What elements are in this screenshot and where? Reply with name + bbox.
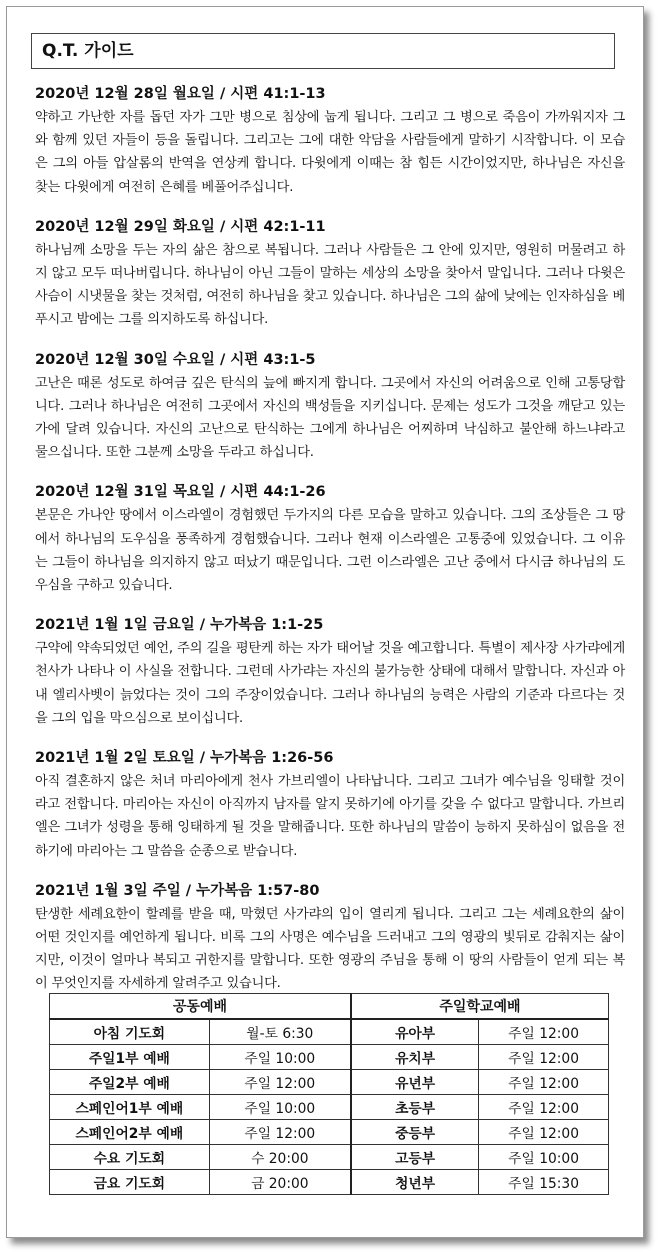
table-row (50, 1019, 609, 1045)
service-time: 주일 10:00 (209, 1095, 351, 1120)
department-name: 유년부 (351, 1070, 479, 1095)
department-time: 주일 12:00 (479, 1120, 609, 1145)
devotional-entry (35, 350, 625, 465)
department-time: 주일 15:30 (479, 1170, 609, 1195)
devotional-entries (35, 84, 625, 1014)
service-time: 주일 12:00 (209, 1070, 351, 1095)
service-name: 수요 기도회 (50, 1145, 210, 1170)
service-name: 스페인어1부 예배 (50, 1095, 210, 1120)
page-title: Q.T. 가이드 (31, 33, 615, 69)
department-name: 고등부 (351, 1145, 479, 1170)
schedule-left-header: 공동예배 (50, 994, 351, 1020)
entry-body: 아직 결혼하지 않은 처녀 마리아에게 천사 가브리엘이 나타납니다. 그리고 그녀가 예수님을 잉태할 것이라고 전합니다. 마리아는 자신이 아직까지 남자를 알지 못하기에 아기를 갖을 수 없다고 말합니다. 가브리엘은 그녀가 성령을 통해 잉태하게 될 것을 말해줍니다. 또한 하나님의 말씀이 능하지 못하심이 없음을 전하기에 마리아는 그 말씀을 순종으로 받습니다. (35, 774, 625, 859)
entry-body: 하나님께 소망을 두는 자의 삶은 참으로 복됩니다. 그러나 사람들은 그 안에 있지만, 영원히 머물려고 하지 않고 모두 떠나버립니다. 하나님이 아닌 그들이 말하는 세상의 소망을 찾아서 말입니다. 그러나 다윗은 사슴이 시냇물을 찾는 것처럼, 여전히 하나님을 찾고 있습니다. 하나님은 그의 삶에 낮에는 인자하심을 베푸시고 밤에는 그를 의지하도록 하십니다. (35, 242, 625, 328)
department-name: 유치부 (351, 1045, 479, 1070)
entry-body: 약하고 가난한 자를 돕던 자가 그만 병으로 침상에 눕게 됩니다. 그리고 그 병으로 죽음이 가까워지자 그와 함께 있던 자들이 등을 돌립니다. 그리고는 그에 대한 악담을 사람들에게 말하기 시작합니다. 이 모습은 그의 아들 압살롬의 반역을 연상케 합니다. 다윗에게 이때는 참 힘든 시간이었지만, 하나님은 자신을 찾는 다윗에게 여전히 은혜를 베풀어주십니다. (35, 110, 625, 195)
department-name: 청년부 (351, 1170, 479, 1195)
table-row (50, 1070, 609, 1095)
service-name: 금요 기도회 (50, 1170, 210, 1195)
table-row (50, 1095, 609, 1120)
worship-schedule-table (49, 993, 609, 1195)
devotional-entry (35, 84, 625, 199)
service-name: 스페인어2부 예배 (50, 1120, 210, 1145)
schedule-right-header: 주일학교예배 (351, 994, 609, 1020)
devotional-entry (35, 881, 625, 996)
department-time: 주일 10:00 (479, 1145, 609, 1170)
department-time: 주일 12:00 (479, 1095, 609, 1120)
table-row (50, 1045, 609, 1070)
entry-body: 탄생한 세례요한이 할례를 받을 때, 막혔던 사가랴의 입이 열리게 됩니다. 그리고 그는 세례요한의 삶이 어떤 것인지를 예언하게 됩니다. 비록 그의 사명은 예수님을 드러내고 그의 영광의 빛뒤로 감춰지는 삶이지만, 이것이 얼마나 복되고 귀한지를 말합니다. 또한 영광의 주님을 통해 이 땅의 사람들이 얻게 되는 복이 무엇인지를 자세하게 알려주고 있습니다. (35, 906, 625, 992)
service-time: 월-토 6:30 (209, 1019, 351, 1045)
entry-title: 2020년 12월 29일 화요일 / 시편 42:1-11 (35, 218, 326, 235)
devotional-entry (35, 615, 625, 730)
devotional-entry (35, 748, 625, 863)
department-name: 유아부 (351, 1019, 479, 1045)
service-time: 주일 12:00 (209, 1120, 351, 1145)
service-time: 금 20:00 (209, 1170, 351, 1195)
devotional-entry (35, 217, 625, 332)
department-name: 중등부 (351, 1120, 479, 1145)
service-time: 수 20:00 (209, 1145, 351, 1170)
table-row (50, 1145, 609, 1170)
department-name: 초등부 (351, 1095, 479, 1120)
entry-title: 2021년 1월 1일 금요일 / 누가복음 1:1-25 (35, 617, 324, 634)
entry-title: 2020년 12월 31일 목요일 / 시편 44:1-26 (35, 484, 326, 501)
table-row (50, 1170, 609, 1195)
service-name: 주일1부 예배 (50, 1045, 210, 1070)
entry-title: 2021년 1월 2일 토요일 / 누가복음 1:26-56 (35, 750, 334, 767)
schedule-header-row (50, 994, 609, 1020)
entry-body: 본문은 가나안 땅에서 이스라엘이 경험했던 두가지의 다른 모습을 말하고 있습니다. 그의 조상들은 그 땅에서 하나님의 도우심을 풍족하게 경험했습니다. 그러나 현재 이스라엘은 고통중에 있었습니다. 그 이유는 그들이 하나님을 의지하지 않고 떠났기 때문입니다. 그런 이스라엘은 고난 중에서 다시금 하나님의 도우심을 구하고 있습니다. (35, 508, 625, 594)
department-time: 주일 12:00 (479, 1070, 609, 1095)
service-name: 아침 기도회 (50, 1019, 210, 1045)
devotional-entry (35, 482, 625, 597)
department-time: 주일 12:00 (479, 1019, 609, 1045)
entry-body: 고난은 때론 성도로 하여금 깊은 탄식의 늪에 빠지게 합니다. 그곳에서 자신의 어려움으로 인해 고통당합니다. 그러나 하나님은 여전히 그곳에서 자신의 백성들을 지키십니다. 문제는 성도가 그것을 깨닫고 있는가에 달려 있습니다. 자신의 고난으로 탄식하는 그에게 하나님은 어찌하며 낙심하고 불안해 하느냐라고 물으십니다. 또한 그분께 소망을 두라고 하십니다. (35, 375, 625, 461)
entry-title: 2020년 12월 28일 월요일 / 시편 41:1-13 (35, 86, 326, 102)
service-name: 주일2부 예배 (50, 1070, 210, 1095)
entry-title: 2021년 1월 3일 주일 / 누가복음 1:57-80 (35, 882, 320, 899)
service-time: 주일 10:00 (209, 1045, 351, 1070)
table-row (50, 1120, 609, 1145)
entry-body: 구약에 약속되었던 예언, 주의 길을 평탄케 하는 자가 태어날 것을 예고합니다. 특별이 제사장 사가랴에게 천사가 나타나 이 사실을 전합니다. 그런데 사가랴는 자신의 불가능한 상태에 대해서 말합니다. 자신과 아내 엘리사벳이 늙었다는 것이 그의 주장이었습니다. 그러나 하나님의 능력은 사람의 기준과 다르다는 것을 그의 입을 막으심으로 보이십니다. (35, 641, 625, 726)
department-time: 주일 12:00 (479, 1045, 609, 1070)
entry-title: 2020년 12월 30일 수요일 / 시편 43:1-5 (35, 351, 316, 368)
document-page (6, 6, 644, 1238)
